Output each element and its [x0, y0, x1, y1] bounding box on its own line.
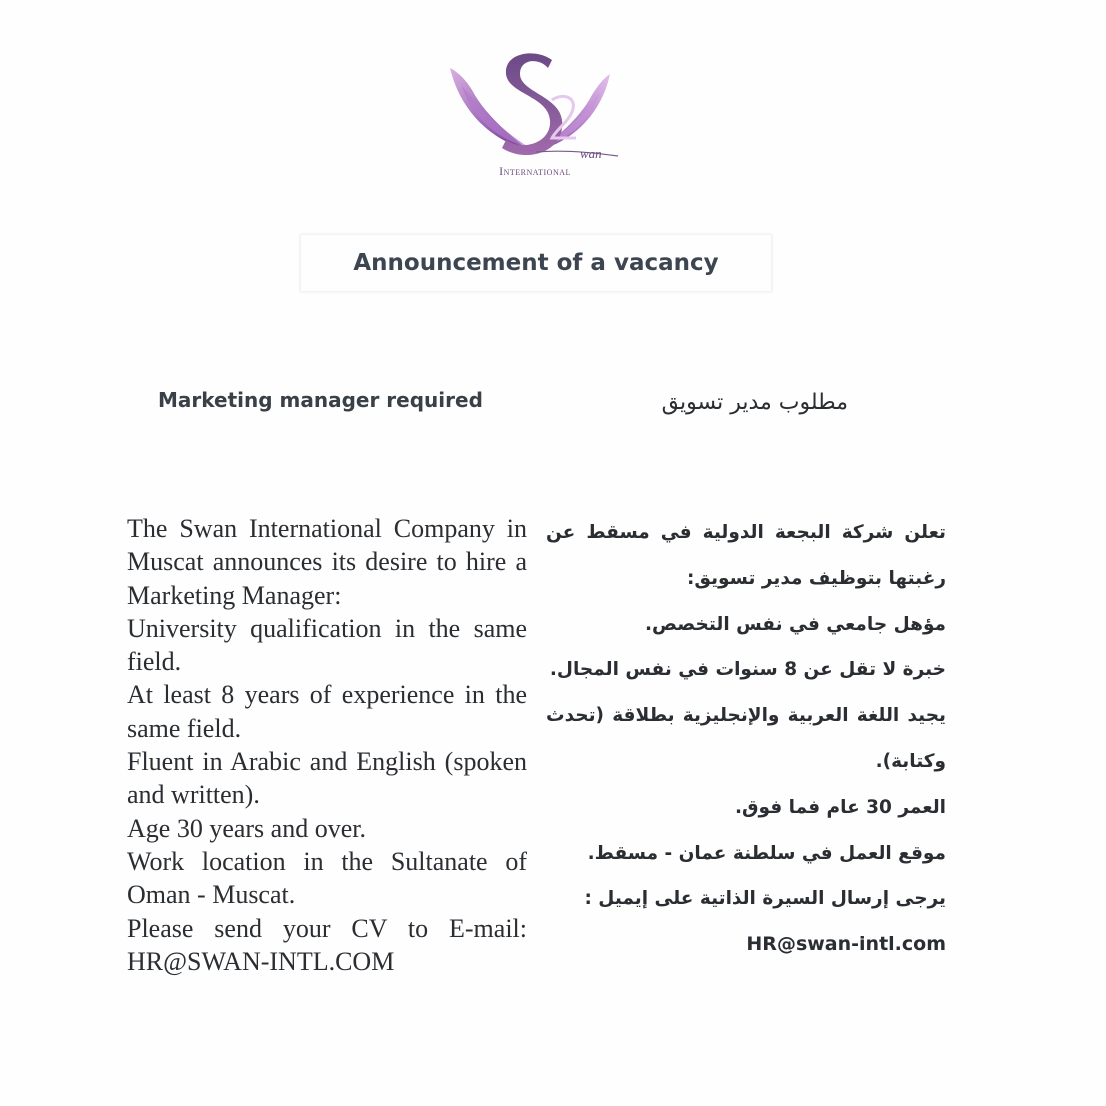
english-work-location: Work location in the Sultanate of Oman - Muscat.: [127, 846, 527, 910]
arabic-email-address: HR@swan-intl.com: [746, 933, 946, 956]
logo-subtitle: International: [499, 164, 571, 178]
arabic-cv-instruction: يرجى إرسال السيرة الذاتية على إيميل :: [584, 888, 946, 910]
page-title: Announcement of a vacancy: [300, 234, 772, 292]
english-requirement-experience: At least 8 years of experience in the same field.: [127, 680, 527, 743]
arabic-heading: مطلوب مدير تسويق: [661, 390, 848, 415]
arabic-requirement-experience: خبرة لا تقل عن 8 سنوات في نفس المجال.: [549, 659, 946, 681]
english-body: [127, 512, 527, 978]
arabic-requirement-age: العمر 30 عام فما فوق.: [734, 796, 946, 818]
arabic-body: [546, 510, 946, 968]
english-cv-instruction: Please send your CV to E-mail: HR@SWAN-INTL.COM: [127, 913, 527, 976]
arabic-requirement-languages: يجيد اللغة العربية والإنجليزية بطلاقة (تحدث وكتابة).: [546, 705, 946, 772]
english-requirement-age: Age 30 years and over.: [127, 813, 366, 843]
english-intro: The Swan International Company in Muscat announces its desire to hire a Marketing Manager:: [127, 514, 527, 610]
english-requirement-languages: Fluent in Arabic and English (spoken and written).: [127, 747, 527, 810]
arabic-requirement-qualification: مؤهل جامعي في نفس التخصص.: [645, 613, 946, 635]
english-heading: Marketing manager required: [158, 388, 483, 412]
english-requirement-qualification: University qualification in the same field.: [127, 613, 527, 677]
arabic-intro: تعلن شركة البجعة الدولية في مسقط عن رغبتها بتوظيف مدير تسويق:: [546, 522, 946, 589]
swan-logo-icon: [440, 40, 630, 175]
logo-brand-suffix: wan: [580, 146, 602, 161]
arabic-work-location: موقع العمل في سلطنة عمان - مسقط.: [587, 842, 946, 864]
company-logo: [440, 40, 630, 190]
